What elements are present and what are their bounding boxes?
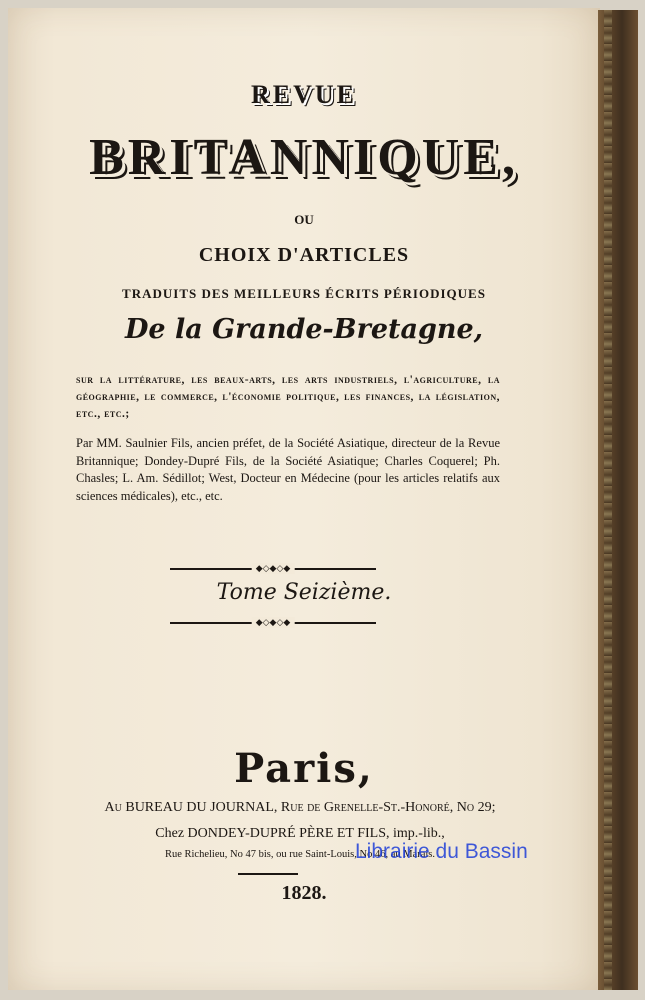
rule-ornament: ◆◇◆◇◆ [252, 617, 295, 628]
ornament-rule-bottom [170, 617, 376, 627]
imprint-year: 1828. [281, 882, 327, 904]
year-rule [238, 873, 298, 875]
title-choix: CHOIX D'ARTICLES [198, 244, 410, 266]
ornament-rule-top [170, 563, 376, 573]
rule-ornament: ◆◇◆◇◆ [252, 563, 295, 574]
authors-paragraph: Par MM. Saulnier Fils, ancien préfet, de la Société Asiatique, directeur de la Revue Britannique; Dondey-Dupré Fils, de la Société Asiatique; Charles Coquerel; Ph. Chasles; L. Am. Sédillot; West, Docteur en Médecine (pour les articles relatifs aux sciences médicales), etc., etc. [76, 436, 500, 503]
imprint-line-1: Au BUREAU DU JOURNAL, Rue de Grenelle-St.-Honoré, No 29; [104, 800, 496, 815]
title-ou: OU [294, 212, 314, 227]
title-revue: REVUE [250, 80, 357, 109]
watermark: Librairie du Bassin [355, 840, 528, 863]
tome-label: Tome Seizième. [216, 580, 392, 605]
imprint-line-2: Chez DONDEY-DUPRÉ PÈRE ET FILS, imp.-lib., [155, 826, 445, 841]
title-traduits: TRADUITS DES MEILLEURS ÉCRITS PÉRIODIQUES [122, 286, 486, 301]
title-britannique: BRITANNIQUE, [89, 129, 519, 186]
imprint-line-3: Rue Richelieu, No 47 bis, ou rue Saint-Louis, No 46, au Marais. [164, 849, 436, 860]
subjects-paragraph: sur la littérature, les beaux-arts, les arts industriels, l'agriculture, la géographie, le commerce, l'économie politique, les finances, la législation, etc., etc.; [76, 374, 500, 420]
title-grande-bretagne: De la Grande-Bretagne, [124, 314, 484, 345]
book-spine [598, 10, 638, 990]
imprint-city: Paris, [234, 745, 374, 792]
